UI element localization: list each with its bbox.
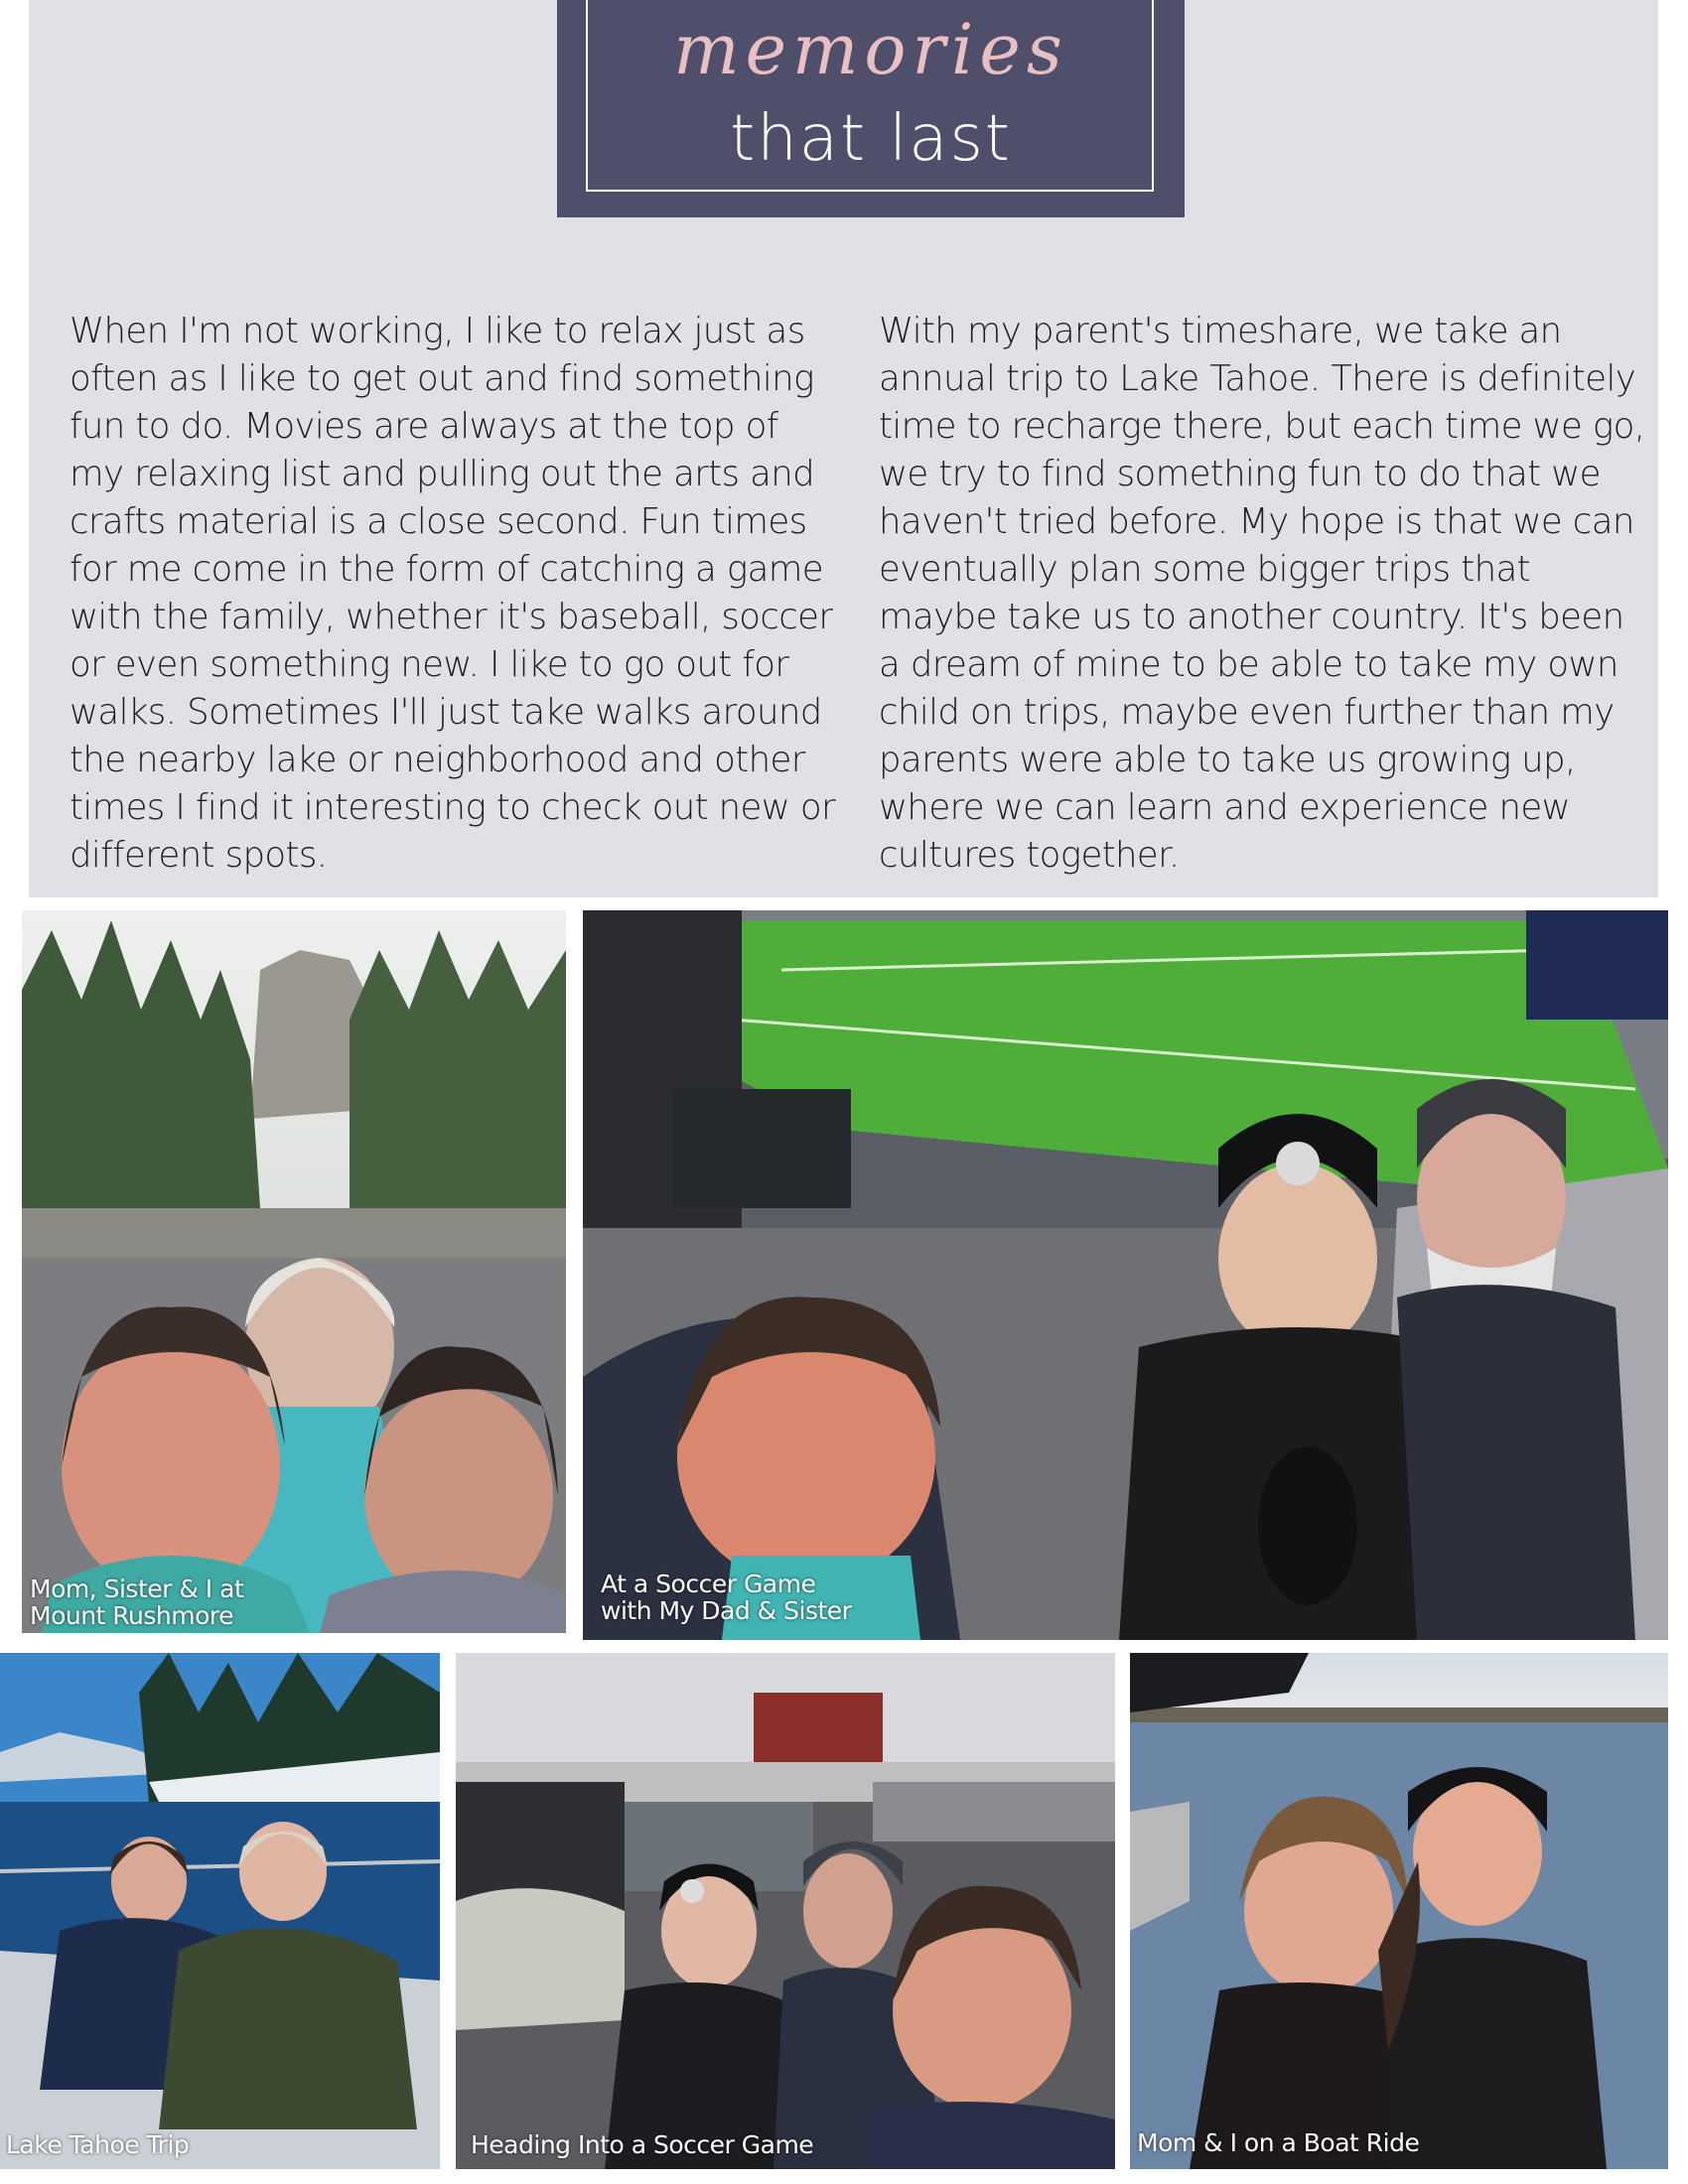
title-subtitle: that last — [730, 102, 1012, 176]
title-banner — [557, 0, 1185, 217]
photo-soccer-game — [583, 910, 1668, 1640]
photo-boat-ride — [1130, 1653, 1668, 2169]
photo-parking-lot-image — [456, 1653, 1115, 2169]
photo-soccer-game-image — [583, 910, 1668, 1640]
photo-caption: Mom & I on a Boat Ride — [1137, 2128, 1420, 2157]
caption-line: with My Dad & Sister — [601, 1596, 852, 1625]
photo-parking-lot — [456, 1653, 1115, 2169]
right-paragraph: With my parent's timeshare, we take an annual trip to Lake Tahoe. There is definitely time to recharge there, but each time we go, we try to find something fun to do that we haven't tried before. My hope is that we can eventually plan some bigger trips that maybe take us to another country. It's been a dream of mine to be able to take my own child on trips, maybe even further than my parents were able to take us growing up, where we can learn and experience new cultures together. — [879, 311, 1645, 876]
photo-caption — [601, 1570, 851, 1624]
photo-boat-ride-image — [1130, 1653, 1668, 2169]
left-paragraph: When I'm not working, I like to relax just as often as I like to get out and find something fun to do. Movies are always at the top of my relaxing list and pulling out the arts and crafts material is a close second. Fun times for me come in the form of catching a game with the family, whether it's baseball, soccer or even something new. I like to go out for walks. Sometimes I'll just take walks around the nearby lake or neighborhood and other times I find it interesting to check out new or different spots. — [70, 311, 835, 876]
photo-mount-rushmore-image — [22, 910, 566, 1633]
photo-caption: Heading Into a Soccer Game — [471, 2130, 814, 2159]
photo-lake-tahoe — [0, 1653, 440, 2169]
photo-mount-rushmore — [22, 910, 566, 1633]
photo-caption — [30, 1575, 243, 1629]
caption-line: Mom, Sister & I at — [30, 1574, 244, 1603]
caption-line: Mount Rushmore — [30, 1601, 234, 1630]
title-script: memories — [673, 9, 1068, 90]
caption-line: At a Soccer Game — [601, 1570, 816, 1598]
photo-lake-tahoe-image — [0, 1653, 440, 2169]
photo-caption: Lake Tahoe Trip — [6, 2130, 190, 2159]
